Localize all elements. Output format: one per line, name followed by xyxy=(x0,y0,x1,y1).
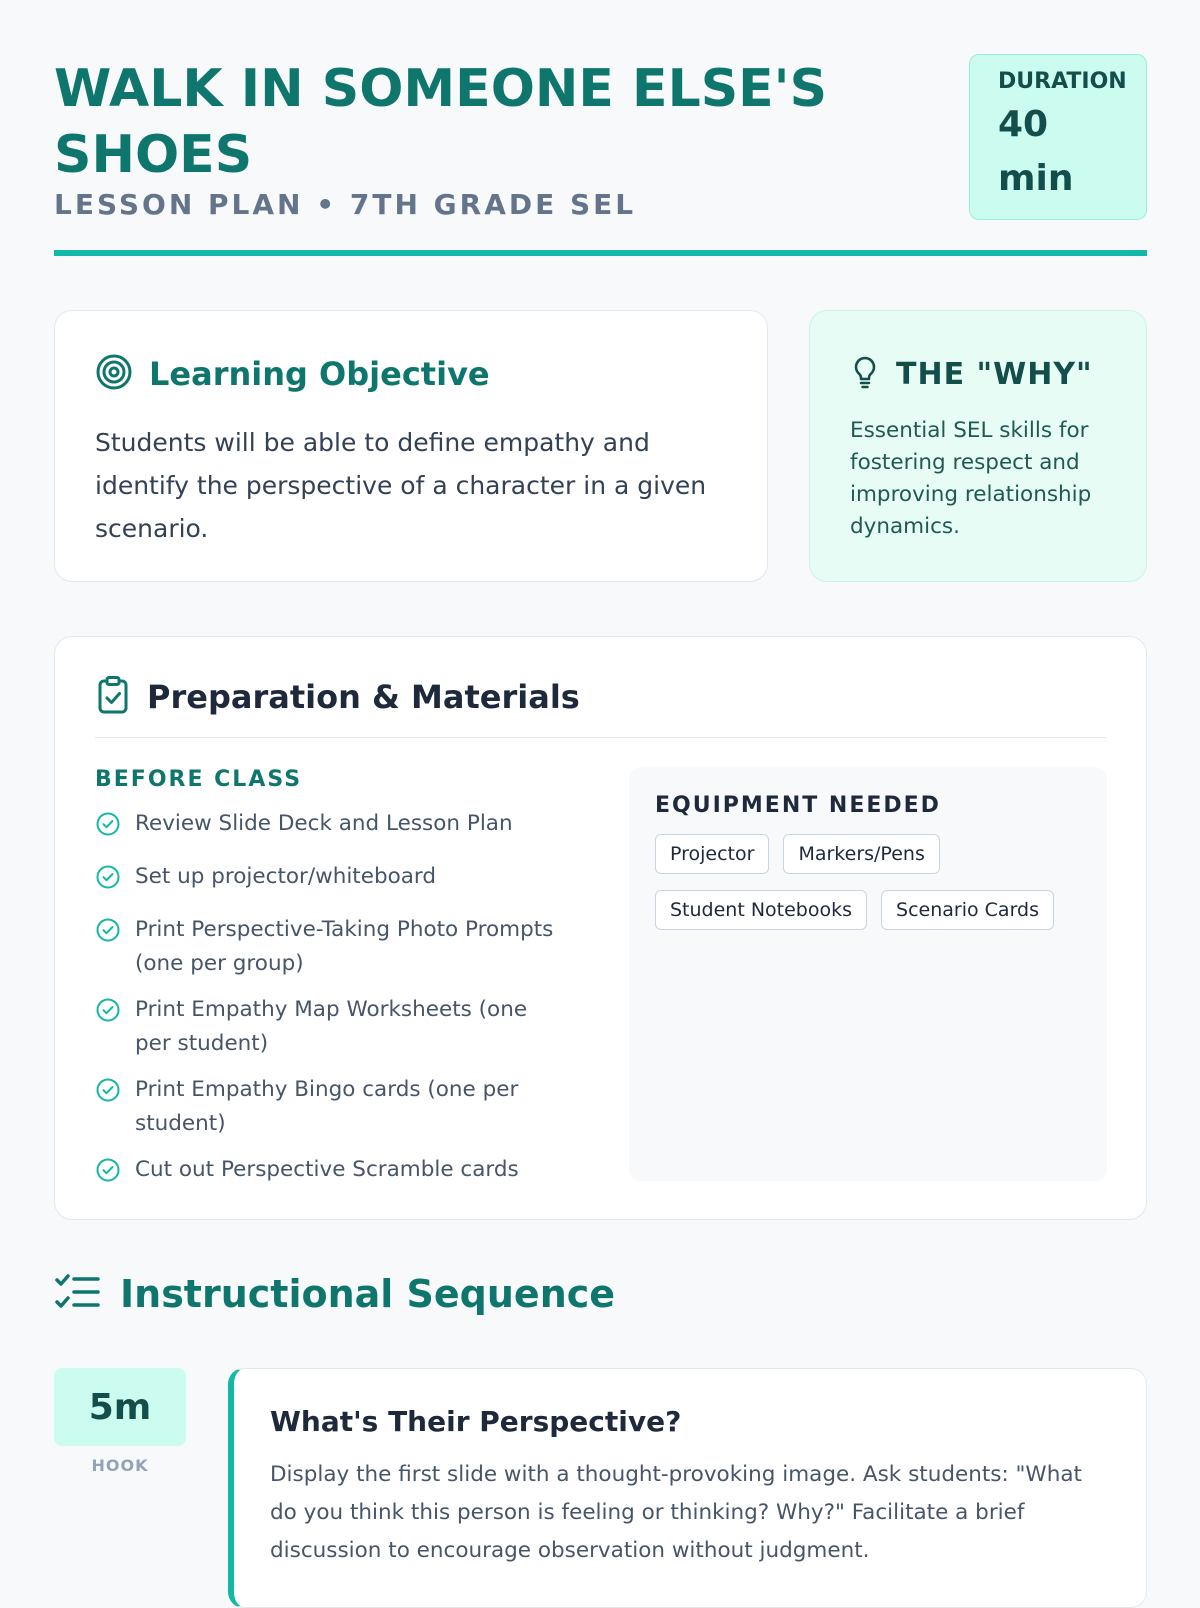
duration-label: DURATION xyxy=(998,69,1127,94)
equipment-tag: Markers/Pens xyxy=(783,834,939,874)
equipment-tag: Projector xyxy=(655,834,769,874)
step-time-badge xyxy=(54,1368,186,1446)
check-circle-icon xyxy=(95,997,121,1061)
step-time: 5m xyxy=(88,1386,152,1428)
why-header xyxy=(850,355,1106,393)
header-divider xyxy=(54,250,1147,256)
learning-objective-title: Learning Objective xyxy=(149,355,490,393)
list-item-text: Review Slide Deck and Lesson Plan xyxy=(135,811,513,836)
step-phase-label: HOOK xyxy=(91,1456,149,1475)
target-icon xyxy=(95,353,133,395)
preparation-card xyxy=(54,636,1147,1220)
page-title: WALK IN SOMEONE ELSE'S SHOES xyxy=(54,59,828,185)
list-item xyxy=(95,807,565,848)
why-card xyxy=(809,310,1147,582)
check-circle-icon xyxy=(95,1157,121,1194)
page-subtitle: LESSON PLAN • 7TH GRADE SEL xyxy=(54,188,637,221)
learning-objective-text: Students will be able to define empathy and identify the perspective of a character in a given scenario. xyxy=(95,428,707,543)
list-item-text: Print Empathy Bingo cards (one per student) xyxy=(135,1077,519,1136)
duration-value: 40 min xyxy=(998,104,1074,199)
lightbulb-icon xyxy=(850,355,880,393)
step-text: Display the first slide with a thought-provoking image. Ask students: "What do you think this person is feeling or thinking? Why?" Facilitate a brief discussion to encourage observation without judgment. xyxy=(270,1462,1082,1563)
list-item xyxy=(95,913,565,981)
list-item xyxy=(95,860,565,901)
equipment-tag: Scenario Cards xyxy=(881,890,1054,930)
equipment-title: EQUIPMENT NEEDED xyxy=(655,793,941,818)
learning-objective-header xyxy=(95,353,727,395)
list-item-text: Print Perspective-Taking Photo Prompts (one per group) xyxy=(135,917,554,976)
before-class-title: BEFORE CLASS xyxy=(95,767,303,792)
why-title: THE "WHY" xyxy=(896,356,1093,392)
list-item xyxy=(95,993,565,1061)
equipment-tags xyxy=(655,834,1065,930)
header xyxy=(54,56,1147,256)
list-check-icon xyxy=(54,1272,100,1316)
list-item-text: Cut out Perspective Scramble cards xyxy=(135,1157,519,1182)
why-text: Essential SEL skills for fostering respect and improving relationship dynamics. xyxy=(850,418,1092,539)
equipment-panel xyxy=(629,767,1107,1181)
before-class-checklist xyxy=(95,807,565,1206)
step-title: What's Their Perspective? xyxy=(270,1405,682,1438)
check-circle-icon xyxy=(95,917,121,981)
equipment-tag: Student Notebooks xyxy=(655,890,867,930)
clipboard-check-icon xyxy=(95,675,131,719)
duration-badge xyxy=(969,54,1147,220)
preparation-header xyxy=(95,675,1106,719)
list-item-text: Set up projector/whiteboard xyxy=(135,864,437,889)
list-item-text: Print Empathy Map Worksheets (one per student) xyxy=(135,997,528,1056)
preparation-title: Preparation & Materials xyxy=(147,678,580,716)
learning-objective-card xyxy=(54,310,768,582)
check-circle-icon xyxy=(95,811,121,848)
list-item xyxy=(95,1073,565,1141)
preparation-divider xyxy=(95,737,1106,738)
check-circle-icon xyxy=(95,1077,121,1141)
instructional-sequence-header xyxy=(54,1272,615,1316)
check-circle-icon xyxy=(95,864,121,901)
list-item xyxy=(95,1153,565,1194)
instructional-sequence-title: Instructional Sequence xyxy=(120,1272,616,1316)
step-card xyxy=(228,1368,1147,1608)
